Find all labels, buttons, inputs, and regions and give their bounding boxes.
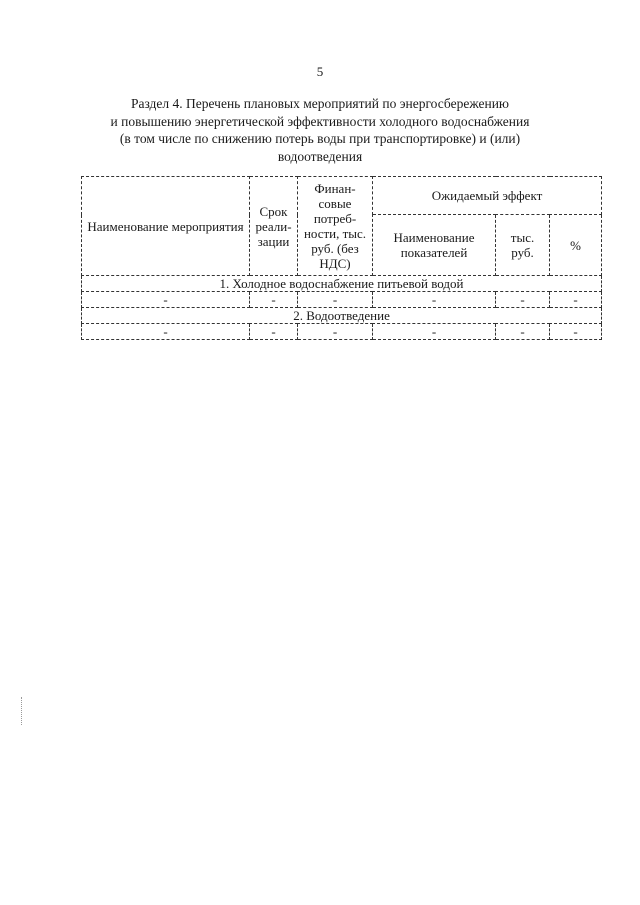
section-title	[60, 95, 580, 165]
header-percent: %	[550, 215, 602, 276]
table-row	[82, 324, 602, 340]
header-expected-effect: Ожидаемый эффект	[373, 177, 602, 215]
table-cell: -	[250, 292, 298, 308]
table-row	[82, 292, 602, 308]
section-sewerage: 2. Водоотведение	[82, 308, 602, 324]
header-finance: Финан- совые потреб- ности, тыс. руб. (без НДС)	[298, 177, 373, 276]
table-cell: -	[298, 292, 373, 308]
table-cell: -	[496, 324, 550, 340]
table-cell: -	[373, 292, 496, 308]
table-cell: -	[550, 324, 602, 340]
table-cell: -	[82, 324, 250, 340]
title-line-2: и повышению энергетической эффективности холодного водоснабжения	[110, 113, 530, 129]
table-cell: -	[550, 292, 602, 308]
header-indicators: Наименование показателей	[373, 215, 496, 276]
measures-table	[81, 176, 602, 340]
table-cell: -	[496, 292, 550, 308]
binding-marks	[21, 697, 24, 725]
title-line-4: водоотведения	[277, 148, 363, 164]
title-line-3: (в том числе по снижению потерь воды при транспортировке) и (или)	[119, 131, 521, 146]
header-thousand-rub: тыс. руб.	[496, 215, 550, 276]
table-cell: -	[373, 324, 496, 340]
section-cold-water: 1. Холодное водоснабжение питьевой водой	[82, 276, 602, 292]
table-cell: -	[250, 324, 298, 340]
page-number: 5	[316, 64, 324, 79]
table-cell: -	[298, 324, 373, 340]
header-term: Срок реали- зации	[250, 177, 298, 276]
header-name: Наименование мероприятия	[82, 177, 250, 276]
title-line-1: Раздел 4. Перечень плановых мероприятий по энергосбережению	[130, 96, 510, 111]
table-cell: -	[82, 292, 250, 308]
